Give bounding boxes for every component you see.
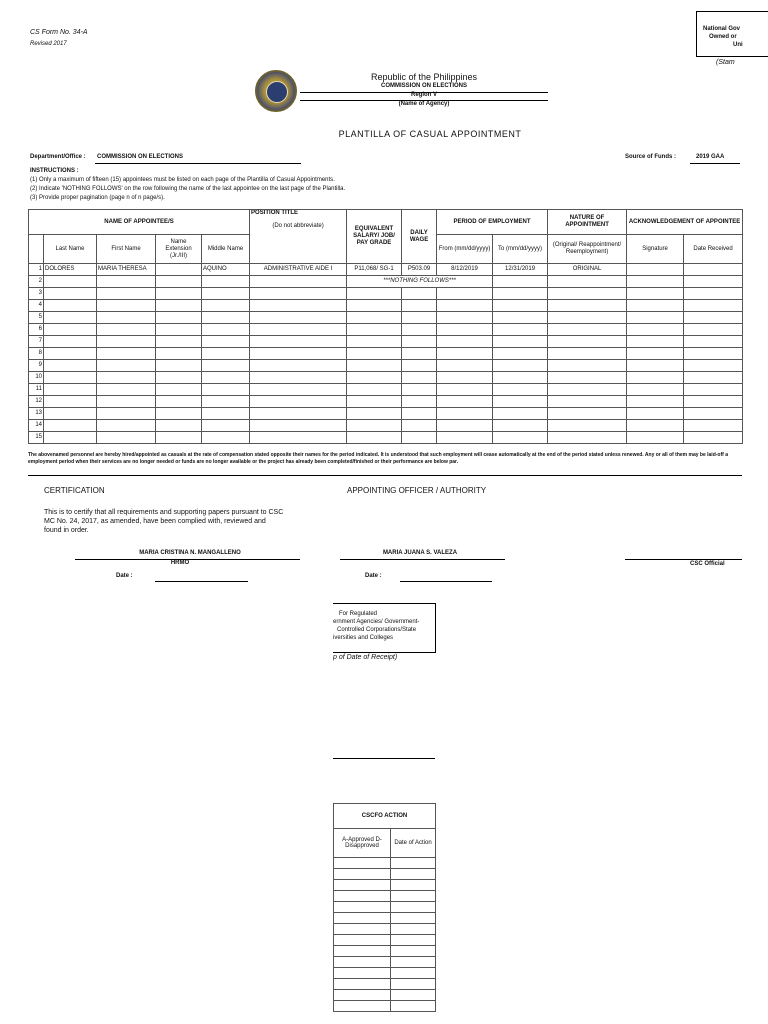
table-row	[29, 324, 743, 336]
cell-ext	[156, 348, 202, 360]
cell-ack	[627, 420, 684, 432]
cell-ack	[684, 420, 743, 432]
cell-first	[97, 372, 156, 384]
table-row	[29, 312, 743, 324]
cell-salary	[347, 360, 402, 372]
cell-first	[97, 324, 156, 336]
cell-to	[493, 420, 548, 432]
cell-wage	[402, 348, 437, 360]
cell-to	[493, 312, 548, 324]
cell-nature: ORIGINAL	[548, 264, 627, 276]
appointing-name: MARIA JUANA S. VALEZA	[382, 550, 458, 556]
cell-to	[493, 336, 548, 348]
cell-wage	[402, 396, 437, 408]
table-row	[29, 420, 743, 432]
cell-ack	[684, 264, 743, 276]
cell-nature	[548, 372, 627, 384]
cell-ext	[156, 372, 202, 384]
cell-to	[493, 384, 548, 396]
cell-ext	[156, 432, 202, 444]
cscfo-row	[334, 858, 436, 869]
row-number: 1	[29, 264, 44, 276]
disclaimer-line-2: employment period when their services are no longer needed or funds are no longer available or the project has already been completed/finished or their performance are below par.	[28, 459, 459, 465]
first-name-header: First Name	[97, 235, 156, 264]
cell-ext	[156, 312, 202, 324]
cell-ack	[684, 324, 743, 336]
cell-last	[44, 432, 97, 444]
cell-from: 8/12/2019	[437, 264, 493, 276]
table-row	[29, 336, 743, 348]
cell-ack	[627, 324, 684, 336]
cell-ack	[684, 408, 743, 420]
funds-value: 2019 GAA	[696, 154, 725, 160]
cell-position	[250, 300, 347, 312]
cell-wage	[402, 408, 437, 420]
cell-nature	[548, 288, 627, 300]
cell-first	[97, 348, 156, 360]
cell-position	[250, 312, 347, 324]
cell-ext	[156, 288, 202, 300]
row-number: 11	[29, 384, 44, 396]
table-row	[29, 300, 743, 312]
cell-middle	[202, 324, 250, 336]
cell-ext	[156, 396, 202, 408]
agency-label: COMMISSION ON ELECTIONS	[380, 83, 467, 89]
period-header: PERIOD OF EMPLOYMENT	[437, 210, 548, 235]
cell-first	[97, 288, 156, 300]
cell-salary	[347, 348, 402, 360]
cell-first	[97, 432, 156, 444]
certification-text-2: MC No. 24, 2017, as amended, have been complied with, reviewed and	[44, 518, 266, 525]
plantilla-table	[28, 209, 743, 444]
last-name-header: Last Name	[44, 235, 97, 264]
cell-position	[250, 336, 347, 348]
cell-ack	[684, 384, 743, 396]
cell-ext	[156, 300, 202, 312]
cell-position	[250, 432, 347, 444]
cell-first: MARIA THERESA	[97, 264, 156, 276]
cell-to	[493, 288, 548, 300]
cell-salary	[347, 324, 402, 336]
cscfo-row	[334, 891, 436, 902]
appointing-date-label: Date :	[365, 573, 382, 579]
instruction-1: (1) Only a maximum of fifteen (15) appointees must be listed on each page of the Plantilla of Casual Appointments.	[30, 177, 335, 183]
row-number: 12	[29, 396, 44, 408]
row-number: 8	[29, 348, 44, 360]
cell-to	[493, 432, 548, 444]
csc-official-label: CSC Official	[690, 561, 725, 567]
row-number: 6	[29, 324, 44, 336]
cscfo-row	[334, 935, 436, 946]
cell-ack	[627, 372, 684, 384]
cell-from	[437, 360, 493, 372]
cell-position	[250, 348, 347, 360]
cell-nature	[548, 432, 627, 444]
cell-last	[44, 360, 97, 372]
cell-ack	[684, 288, 743, 300]
cell-first	[97, 420, 156, 432]
row-number: 7	[29, 336, 44, 348]
cell-last	[44, 312, 97, 324]
hrmo-role: HRMO	[170, 560, 190, 566]
cell-last	[44, 300, 97, 312]
cell-last	[44, 348, 97, 360]
corner-line-3: Uni	[733, 42, 743, 48]
cell-salary	[347, 288, 402, 300]
regulated-line-3: Controlled Corporations/State	[337, 627, 417, 633]
cell-first	[97, 312, 156, 324]
cscfo-title: CSCFO ACTION	[334, 804, 436, 829]
row-number: 14	[29, 420, 44, 432]
cell-wage	[402, 360, 437, 372]
table-row	[29, 396, 743, 408]
cscfo-row	[334, 869, 436, 880]
row-number: 15	[29, 432, 44, 444]
cell-ext	[156, 336, 202, 348]
table-row	[29, 348, 743, 360]
cell-to	[493, 348, 548, 360]
table-row	[29, 372, 743, 384]
corner-line-2: Owned or	[709, 34, 737, 40]
nothing-follows: ***NOTHING FOLLOWS***	[347, 276, 493, 288]
row-number: 5	[29, 312, 44, 324]
hrmo-date-label: Date :	[116, 573, 133, 579]
receipt-label: p of Date of Receipt)	[333, 654, 398, 661]
cscfo-row	[334, 968, 436, 979]
cell-position: ADMINISTRATIVE AIDE I	[250, 264, 347, 276]
cell-ack	[684, 432, 743, 444]
certification-text-1: This is to certify that all requirements and supporting papers pursuant to CSC	[44, 509, 284, 516]
cell-ext	[156, 264, 202, 276]
cscfo-row	[334, 1001, 436, 1012]
cell-ext	[156, 384, 202, 396]
cell-middle	[202, 384, 250, 396]
cell-from	[437, 396, 493, 408]
cell-middle: AQUINO	[202, 264, 250, 276]
cscfo-row	[334, 979, 436, 990]
cell-from	[437, 372, 493, 384]
row-number: 10	[29, 372, 44, 384]
cell-ack	[627, 396, 684, 408]
table-row	[29, 360, 743, 372]
name-of-agency-label: (Name of Agency)	[398, 101, 450, 107]
cscfo-action-table	[333, 803, 436, 1012]
certification-text-3: found in order.	[44, 527, 89, 534]
position-header: POSITION TITLE	[251, 210, 299, 216]
regulated-line-2: ernment Agencies/ Government-	[333, 619, 420, 625]
cscfo-col-date: Date of Action	[391, 829, 436, 858]
cell-last: DOLORES	[44, 264, 97, 276]
cell-ext	[156, 324, 202, 336]
cell-position	[250, 408, 347, 420]
cell-from	[437, 312, 493, 324]
cell-last	[44, 288, 97, 300]
signature-header: Signature	[627, 235, 684, 264]
instruction-2: (2) Indicate 'NOTHING FOLLOWS' on the row following the name of the last appointee on the last page of the Plantilla.	[30, 186, 346, 192]
cscfo-row	[334, 946, 436, 957]
cell-wage	[402, 384, 437, 396]
cell-middle	[202, 432, 250, 444]
cell-from	[437, 348, 493, 360]
cscfo-row	[334, 880, 436, 891]
cell-to	[493, 396, 548, 408]
page-title: PLANTILLA OF CASUAL APPOINTMENT	[338, 129, 522, 139]
regulated-line-4: iversities and Colleges	[333, 635, 394, 641]
cell-nature	[548, 312, 627, 324]
cell-first	[97, 396, 156, 408]
cell-wage	[402, 420, 437, 432]
table-row	[29, 384, 743, 396]
cell-middle	[202, 360, 250, 372]
row-number: 2	[29, 276, 44, 288]
cell-first	[97, 300, 156, 312]
certification-title: CERTIFICATION	[44, 486, 105, 495]
row-number: 4	[29, 300, 44, 312]
cell-salary	[347, 312, 402, 324]
table-row	[29, 288, 743, 300]
cell-ack	[684, 396, 743, 408]
cell-position	[250, 288, 347, 300]
cell-from	[437, 300, 493, 312]
cell-position	[250, 372, 347, 384]
cscfo-row	[334, 957, 436, 968]
row-number: 9	[29, 360, 44, 372]
cscfo-row	[334, 924, 436, 935]
region-label: Region V	[410, 92, 437, 98]
cell-wage	[402, 432, 437, 444]
table-row	[29, 432, 743, 444]
cell-wage	[402, 300, 437, 312]
cell-wage	[402, 288, 437, 300]
nature-sub-header: (Original/ Reappointment/ Reemployment)	[548, 235, 627, 264]
ack-header: ACKNOWLEDGEMENT OF APPOINTEE	[627, 210, 743, 235]
cell-last	[44, 324, 97, 336]
corner-line-1: National Gov	[703, 26, 741, 32]
hrmo-name: MARIA CRISTINA N. MANGALLENO	[139, 550, 241, 556]
cell-wage	[402, 372, 437, 384]
date-received-header: Date Received	[684, 235, 743, 264]
cell-ack	[627, 360, 684, 372]
cell-ack	[684, 348, 743, 360]
salary-header: EQUIVALENT SALARY/ JOB/ PAY GRADE	[347, 210, 402, 264]
cscfo-row	[334, 990, 436, 1001]
cell-ack	[627, 264, 684, 276]
disclaimer-line-1: The abovenamed personnel are hereby hired/appointed as casuals at the rate of compensation stated opposite their names for the period indicated. It is understood that such employment will cease automatically at the end of the period stated unless renewed. Any or all of them may be laid-off a	[28, 452, 728, 458]
regulated-box	[333, 603, 436, 653]
cell-salary	[347, 420, 402, 432]
cell-last	[44, 396, 97, 408]
cell-ack	[627, 312, 684, 324]
cell-last	[44, 336, 97, 348]
to-header: To (mm/dd/yyyy)	[493, 235, 548, 264]
cell-nature	[548, 324, 627, 336]
cell-nature	[548, 396, 627, 408]
form-revised: Revised 2017	[30, 41, 67, 47]
cell-nature	[548, 420, 627, 432]
cell-ack	[627, 300, 684, 312]
cell-last	[44, 372, 97, 384]
cell-salary: P11,068/ SG-1	[347, 264, 402, 276]
cell-salary	[347, 396, 402, 408]
table-row	[29, 276, 743, 288]
cell-ext	[156, 360, 202, 372]
cell-middle	[202, 336, 250, 348]
cell-nature	[548, 300, 627, 312]
cell-ack	[627, 384, 684, 396]
cscfo-row	[334, 913, 436, 924]
cell-wage	[402, 336, 437, 348]
cell-middle	[202, 408, 250, 420]
cell-first	[97, 336, 156, 348]
cscfo-row	[334, 902, 436, 913]
cell-ext	[156, 420, 202, 432]
cell-nature	[548, 408, 627, 420]
appointing-title: APPOINTING OFFICER / AUTHORITY	[347, 486, 487, 495]
cell-last	[44, 420, 97, 432]
cell-ack	[684, 360, 743, 372]
cell-to	[493, 324, 548, 336]
cell-middle	[202, 312, 250, 324]
cell-middle	[202, 300, 250, 312]
cell-first	[97, 384, 156, 396]
cell-wage	[402, 324, 437, 336]
cell-to	[493, 372, 548, 384]
cell-position	[250, 420, 347, 432]
department-label: Department/Office :	[30, 154, 86, 160]
cell-salary	[347, 432, 402, 444]
cell-middle	[202, 396, 250, 408]
cell-wage	[402, 312, 437, 324]
cell-middle	[202, 348, 250, 360]
cell-nature	[548, 384, 627, 396]
cell-ack	[627, 336, 684, 348]
cell-position	[250, 360, 347, 372]
middle-name-header: Middle Name	[202, 235, 250, 264]
cell-position	[250, 384, 347, 396]
cell-first	[97, 408, 156, 420]
cell-from	[437, 432, 493, 444]
stamp-label: (Stam	[716, 59, 735, 66]
cell-ack	[627, 288, 684, 300]
cell-to	[493, 408, 548, 420]
cell-nature	[548, 348, 627, 360]
row-number: 13	[29, 408, 44, 420]
cell-from	[437, 288, 493, 300]
funds-label: Source of Funds :	[625, 154, 676, 160]
cell-ack	[684, 312, 743, 324]
republic-label: Republic of the Philippines	[370, 72, 478, 82]
cscfo-col-approved: A-Approved D- Disapproved	[334, 829, 391, 858]
name-group-header: NAME OF APPOINTEE/S	[29, 210, 250, 235]
table-row	[29, 264, 743, 276]
cell-salary	[347, 384, 402, 396]
cell-last	[44, 384, 97, 396]
cell-from	[437, 324, 493, 336]
cell-from	[437, 384, 493, 396]
row-number: 3	[29, 288, 44, 300]
cell-ack	[684, 372, 743, 384]
cell-last	[44, 408, 97, 420]
cell-ack	[627, 432, 684, 444]
cell-salary	[347, 336, 402, 348]
cell-middle	[202, 288, 250, 300]
cell-from	[437, 408, 493, 420]
form-code: CS Form No. 34-A	[30, 29, 88, 36]
cell-position	[250, 396, 347, 408]
cell-to	[493, 360, 548, 372]
comelec-seal-icon	[255, 70, 297, 112]
cell-ack	[627, 408, 684, 420]
cell-from	[437, 336, 493, 348]
cell-salary	[347, 372, 402, 384]
ext-header: Name Extension (Jr./III)	[156, 235, 202, 264]
cell-to	[493, 300, 548, 312]
cell-middle	[202, 420, 250, 432]
cell-ext	[156, 408, 202, 420]
cell-nature	[548, 360, 627, 372]
cell-nature	[548, 336, 627, 348]
cell-ack	[684, 300, 743, 312]
cell-salary	[347, 408, 402, 420]
position-note: (Do not abbreviate)	[272, 223, 324, 229]
from-header: From (mm/dd/yyyy)	[437, 235, 493, 264]
cell-ack	[627, 348, 684, 360]
instructions-title: INSTRUCTIONS :	[30, 168, 79, 174]
instruction-3: (3) Provide proper pagination (page n of n page/s).	[30, 195, 165, 201]
cell-middle	[202, 372, 250, 384]
department-value: COMMISSION ON ELECTIONS	[97, 154, 184, 160]
nature-header: NATURE OF APPOINTMENT	[548, 210, 627, 235]
cell-from	[437, 420, 493, 432]
table-row	[29, 408, 743, 420]
corner-box	[696, 11, 768, 57]
cell-salary	[347, 300, 402, 312]
cell-to: 12/31/2019	[493, 264, 548, 276]
cell-wage: P503.09	[402, 264, 437, 276]
cell-ack	[684, 336, 743, 348]
cell-first	[97, 360, 156, 372]
regulated-line-1: For Regulated	[339, 611, 378, 617]
wage-header: DAILY WAGE	[402, 210, 437, 264]
cell-position	[250, 324, 347, 336]
